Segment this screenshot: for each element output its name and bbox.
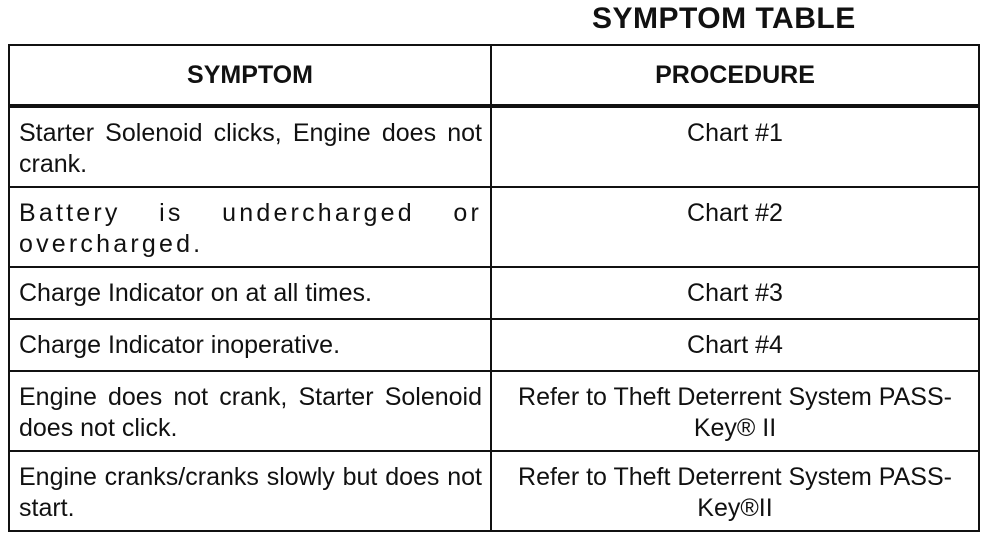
symptom-table [8, 44, 980, 532]
procedure-cell: Refer to Theft Deterrent System PASS-Key®II [491, 451, 979, 531]
symptom-cell: Charge Indicator on at all times. [9, 267, 491, 319]
symptom-cell: Engine cranks/cranks slowly but does not start. [9, 451, 491, 531]
table-header-row [9, 45, 979, 106]
procedure-column-header: PROCEDURE [491, 45, 979, 106]
procedure-cell: Refer to Theft Deterrent System PASS-Key® II [491, 371, 979, 451]
table-row [9, 187, 979, 267]
symptom-cell: Starter Solenoid clicks, Engine does not crank. [9, 106, 491, 187]
table-row [9, 267, 979, 319]
symptom-cell: Engine does not crank, Starter Solenoid does not click. [9, 371, 491, 451]
procedure-cell: Chart #2 [491, 187, 979, 267]
table-row [9, 451, 979, 531]
symptom-cell: Battery is undercharged or overcharged. [9, 187, 491, 267]
page-title: SYMPTOM TABLE [592, 2, 856, 35]
procedure-cell: Chart #4 [491, 319, 979, 371]
symptom-cell: Charge Indicator inoperative. [9, 319, 491, 371]
table-row [9, 319, 979, 371]
procedure-cell: Chart #3 [491, 267, 979, 319]
procedure-cell: Chart #1 [491, 106, 979, 187]
table-row [9, 371, 979, 451]
table-row [9, 106, 979, 187]
symptom-column-header: SYMPTOM [9, 45, 491, 106]
